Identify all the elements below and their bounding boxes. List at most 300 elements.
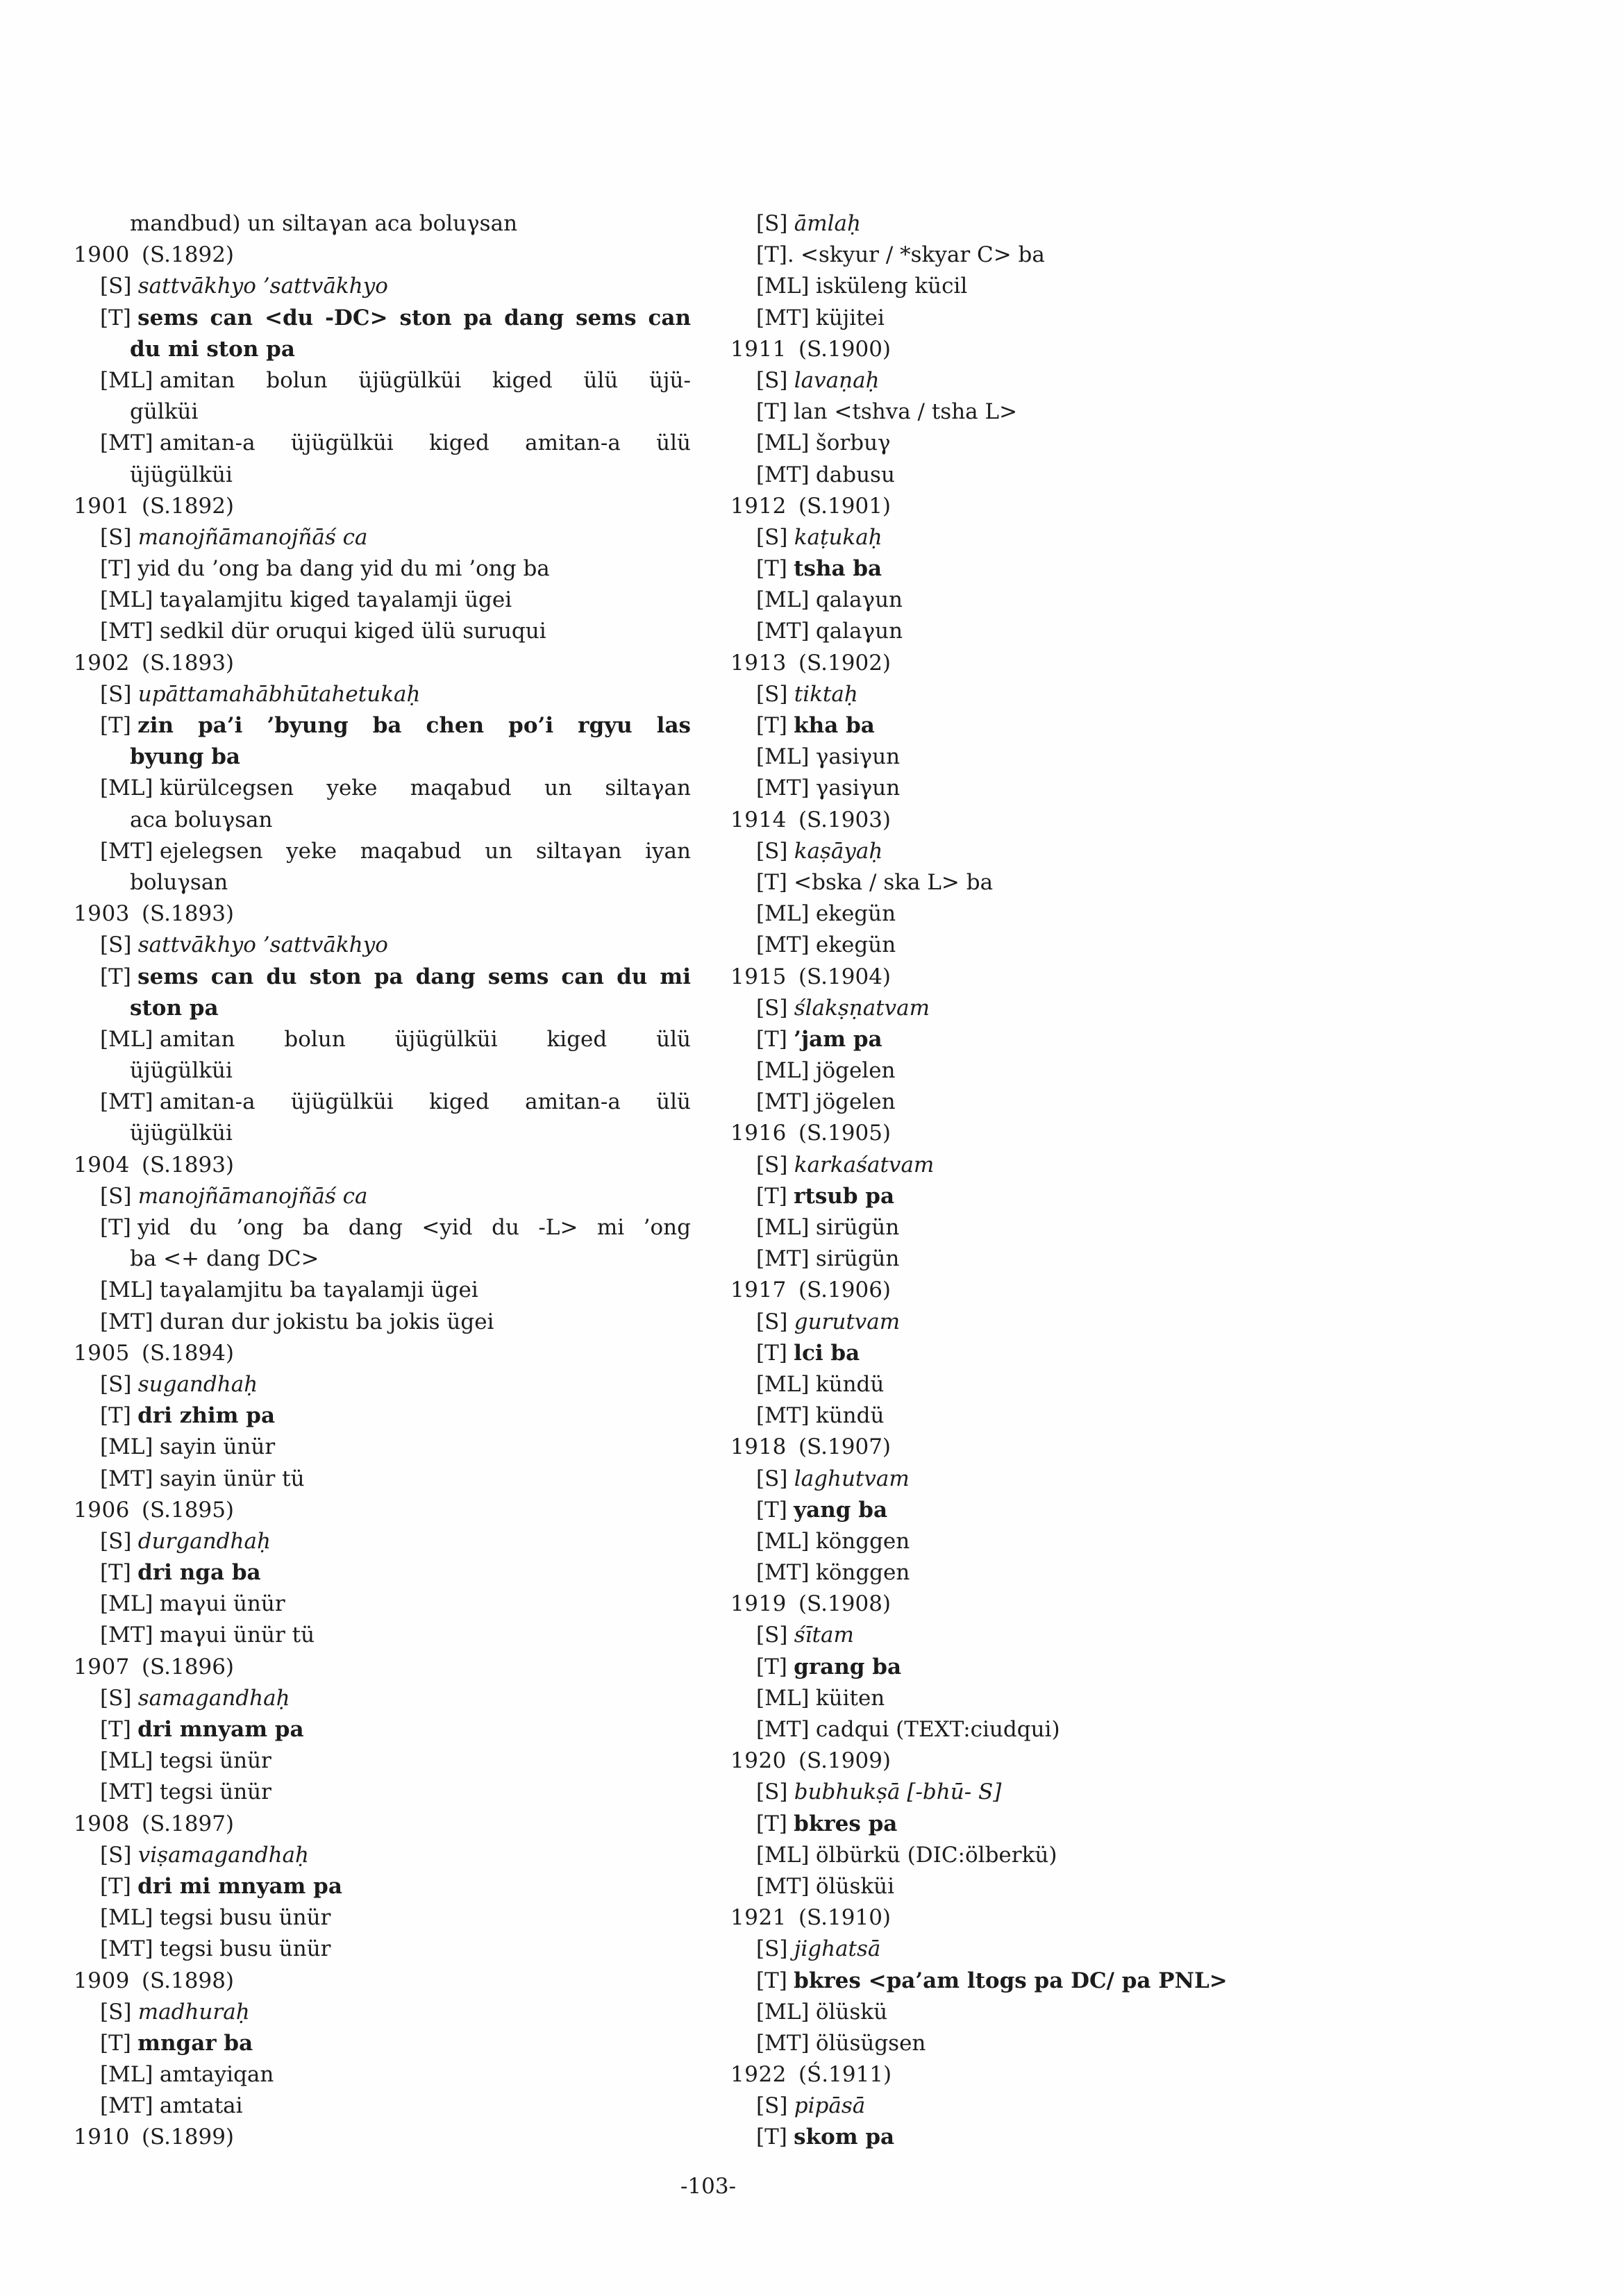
field-line — [730, 993, 1286, 1024]
field-text: sattvākhyo ’sattvākhyo — [137, 274, 388, 299]
field-tag: [ML] — [100, 2062, 153, 2088]
field-text: ölbürkü (DIC:ölberkü) — [815, 1842, 1057, 1868]
field-tag: [S] — [100, 524, 132, 550]
field-line — [730, 1777, 1286, 1808]
field-text: γasiγun — [815, 776, 901, 801]
field-text: γasiγun — [815, 744, 901, 770]
field-text: yid du ’ong ba dang <yid du -L> mi ’ong — [137, 1215, 691, 1240]
entry-number: 1909 — [74, 1968, 130, 1993]
field-text: kürülcegsen yeke maqabud un siltaγan — [159, 776, 691, 801]
field-text: ston pa — [130, 995, 219, 1021]
field-text: dri zhim pa — [137, 1403, 276, 1429]
field-text: küiten — [815, 1685, 885, 1711]
field-text: sattvākhyo ’sattvākhyo — [137, 932, 388, 958]
field-tag: [T] — [756, 1497, 787, 1523]
field-line — [730, 1809, 1286, 1840]
field-tag: [S] — [100, 1999, 132, 2025]
field-tag: [ML] — [756, 430, 810, 456]
field-tag: [MT] — [756, 1873, 810, 1899]
entry-number: 1908 — [74, 1811, 130, 1836]
entry-number: 1905 — [74, 1340, 130, 1366]
field-tag: [S] — [756, 681, 788, 707]
field-line — [74, 1934, 691, 1965]
field-line — [74, 773, 691, 804]
field-tag: [T] — [100, 305, 131, 330]
field-text: kündü — [815, 1403, 885, 1429]
continuation-line — [74, 460, 691, 491]
field-tag: [ML] — [100, 367, 153, 393]
page-number: -103- — [680, 2174, 737, 2199]
field-text: tegsi ünür — [159, 1748, 271, 1774]
entry-source-ref: (S.1896) — [141, 1654, 235, 1679]
field-line — [730, 2028, 1286, 2059]
field-text: amtatai — [159, 2093, 243, 2119]
field-tag: [MT] — [100, 1466, 153, 1491]
field-text: sems can <du -DC> ston pa dang sems can — [137, 305, 691, 330]
field-line — [74, 2059, 691, 2090]
field-tag: [ML] — [756, 744, 810, 770]
entry-number-line — [730, 2059, 1286, 2090]
field-tag: [T] — [100, 1717, 131, 1742]
field-line — [74, 836, 691, 867]
field-tag: [S] — [100, 1685, 132, 1711]
field-tag: [S] — [100, 274, 132, 299]
entry-number-line — [74, 491, 691, 522]
entry-source-ref: (S.1904) — [798, 964, 891, 989]
field-text: šorbuγ — [815, 430, 891, 456]
field-tag: [T] — [756, 399, 787, 425]
field-line — [730, 1495, 1286, 1526]
field-tag: [S] — [756, 1466, 788, 1491]
field-line — [730, 208, 1286, 240]
field-text: lci ba — [794, 1340, 860, 1366]
field-line — [74, 1714, 691, 1745]
field-tag: [S] — [100, 1842, 132, 1868]
field-text: ölüskü — [815, 1999, 888, 2025]
field-line — [730, 1683, 1286, 1714]
field-line — [730, 428, 1286, 459]
entry-source-ref: (S.1910) — [798, 1905, 891, 1931]
entry-source-ref: (S.1893) — [141, 650, 235, 676]
entry-number: 1919 — [730, 1591, 787, 1617]
field-line — [730, 1307, 1286, 1338]
entry-source-ref: (S.1892) — [141, 242, 235, 268]
field-tag: [MT] — [756, 1560, 810, 1586]
field-line — [730, 460, 1286, 491]
entry-number: 1906 — [74, 1497, 130, 1523]
field-line — [730, 679, 1286, 710]
entry-number: 1907 — [74, 1654, 130, 1679]
field-text: yang ba — [794, 1497, 888, 1523]
field-line — [74, 1307, 691, 1338]
field-text: jögelen — [815, 1089, 896, 1115]
field-line — [74, 1181, 691, 1212]
entry-number: 1921 — [730, 1905, 787, 1931]
field-text: upāttamahābhūtahetukaḥ — [137, 681, 421, 707]
field-line — [74, 710, 691, 741]
field-tag: [MT] — [756, 2030, 810, 2056]
field-line — [74, 522, 691, 553]
field-text: tsha ba — [794, 556, 882, 582]
entry-source-ref: (S.1898) — [141, 1968, 235, 1993]
field-tag: [T] — [756, 713, 787, 738]
field-text: dabusu — [815, 462, 895, 487]
field-text: skom pa — [794, 2125, 895, 2150]
field-line — [730, 1400, 1286, 1432]
entry-source-ref: (S.1902) — [798, 650, 891, 676]
entry-number: 1911 — [730, 336, 787, 362]
field-tag: [MT] — [100, 1779, 153, 1805]
field-text: manojñāmanojñāś ca — [137, 524, 368, 550]
field-tag: [S] — [756, 838, 788, 864]
field-text: üjügülküi — [130, 1121, 233, 1146]
field-line — [730, 867, 1286, 898]
field-line — [74, 1557, 691, 1589]
entry-source-ref: (S.1900) — [798, 336, 891, 362]
field-line — [730, 271, 1286, 302]
entry-number: 1910 — [74, 2125, 130, 2150]
field-text: tegsi busu ünür — [159, 1905, 331, 1931]
field-text: mandbud) un siltaγan aca boluγsan — [130, 211, 518, 236]
field-text: kaṭukaḥ — [794, 524, 882, 550]
continuation-line — [74, 1055, 691, 1087]
field-text: taγalamjitu ba taγalamji ügei — [159, 1277, 478, 1303]
field-text: duran dur jokistu ba jokis ügei — [159, 1309, 494, 1334]
field-tag: [S] — [756, 1779, 788, 1805]
entry-number: 1901 — [74, 493, 130, 519]
field-line — [730, 1150, 1286, 1181]
field-text: tiktaḥ — [794, 681, 858, 707]
field-tag: [T] — [756, 2125, 787, 2150]
field-text: könggen — [815, 1528, 910, 1554]
entry-source-ref: (S.1907) — [798, 1434, 891, 1460]
right-column — [730, 208, 1286, 2154]
field-line — [730, 1243, 1286, 1275]
field-line — [74, 1400, 691, 1432]
field-tag: [T] — [100, 1873, 131, 1899]
entry-number: 1904 — [74, 1152, 130, 1178]
field-text: taγalamjitu kiged taγalamji ügei — [159, 587, 512, 613]
entry-source-ref: (S.1906) — [798, 1277, 891, 1303]
field-line — [74, 1902, 691, 1934]
field-text: sugandhaḥ — [137, 1371, 258, 1397]
field-text: amitan bolun üjügülküi kiged ülü — [159, 1026, 691, 1052]
field-line — [74, 962, 691, 993]
field-line — [730, 240, 1286, 271]
field-line — [74, 930, 691, 961]
field-tag: [ML] — [756, 1058, 810, 1084]
field-tag: [T] — [756, 1811, 787, 1836]
entry-source-ref: (S.1893) — [141, 901, 235, 927]
field-line — [730, 1212, 1286, 1243]
field-tag: [MT] — [100, 619, 153, 644]
entry-number: 1914 — [730, 807, 787, 832]
field-text: śītam — [794, 1623, 854, 1648]
field-text: sayin ünür tü — [159, 1466, 305, 1491]
field-tag: [ML] — [756, 901, 810, 927]
field-text: jighatsā — [794, 1936, 881, 1962]
field-tag: [T] — [756, 556, 787, 582]
field-text: laghutvam — [794, 1466, 910, 1491]
entry-number: 1912 — [730, 493, 787, 519]
field-line — [730, 365, 1286, 396]
entry-source-ref: (S.1909) — [798, 1748, 891, 1774]
field-line — [74, 2090, 691, 2122]
field-line — [730, 710, 1286, 741]
field-line — [730, 303, 1286, 334]
field-line — [730, 1338, 1286, 1369]
field-line — [74, 365, 691, 396]
entry-source-ref: (S.1899) — [141, 2125, 235, 2150]
field-line — [730, 741, 1286, 773]
field-text: ejelegsen yeke maqabud un siltaγan iyan — [159, 838, 691, 864]
entry-number: 1900 — [74, 242, 130, 268]
field-tag: [MT] — [100, 1309, 153, 1334]
field-tag: [S] — [756, 1152, 788, 1178]
field-tag: [T]. — [756, 242, 794, 268]
entry-number: 1902 — [74, 650, 130, 676]
field-line — [730, 1871, 1286, 1902]
field-text: isküleng kücil — [815, 274, 968, 299]
continuation-line — [74, 334, 691, 365]
entry-source-ref: (S.1893) — [141, 1152, 235, 1178]
field-line — [74, 428, 691, 459]
entry-number: 1918 — [730, 1434, 787, 1460]
field-line — [74, 2028, 691, 2059]
field-line — [74, 1024, 691, 1055]
entry-source-ref: (Ś.1911) — [798, 2062, 892, 2088]
field-line — [730, 773, 1286, 804]
field-text: dri mnyam pa — [137, 1717, 304, 1742]
field-tag: [T] — [756, 1654, 787, 1679]
field-text: tegsi busu ünür — [159, 1936, 331, 1962]
field-tag: [T] — [100, 2030, 131, 2056]
entry-source-ref: (S.1895) — [141, 1497, 235, 1523]
field-tag: [S] — [756, 367, 788, 393]
continuation-line — [74, 1118, 691, 1149]
field-text: samagandhaḥ — [137, 1685, 290, 1711]
entry-number-line — [730, 1902, 1286, 1934]
field-text: viṣamagandhaḥ — [137, 1842, 309, 1868]
field-text: bkres pa — [794, 1811, 898, 1836]
field-text: dri mi mnyam pa — [137, 1873, 342, 1899]
field-tag: [T] — [100, 556, 131, 582]
field-text: zin pa’i ’byung ba chen po’i rgyu las — [137, 713, 691, 738]
field-text: lavaṇaḥ — [794, 367, 880, 393]
field-text: üjügülküi — [130, 462, 233, 487]
field-tag: [S] — [756, 211, 788, 236]
field-text: durgandhaḥ — [137, 1528, 271, 1554]
field-line — [730, 836, 1286, 867]
field-text: rtsub pa — [794, 1183, 895, 1209]
field-line — [730, 1652, 1286, 1683]
field-line — [730, 522, 1286, 553]
field-tag: [MT] — [756, 1717, 810, 1742]
field-text: bubhukṣā [-bhū- S] — [794, 1779, 1002, 1805]
field-text: dri nga ba — [137, 1560, 261, 1586]
field-text: aca boluγsan — [130, 807, 273, 832]
field-text: ölüsküi — [815, 1873, 895, 1899]
entry-number-line — [74, 1150, 691, 1181]
field-tag: [S] — [756, 1936, 788, 1962]
field-line — [730, 396, 1286, 428]
entry-number: 1922 — [730, 2062, 787, 2088]
field-text: qalaγun — [815, 619, 903, 644]
field-line — [74, 1840, 691, 1871]
entry-number: 1920 — [730, 1748, 787, 1774]
entry-number-line — [730, 648, 1286, 679]
entry-number: 1916 — [730, 1121, 787, 1146]
field-line — [730, 553, 1286, 585]
field-text: ölüsügsen — [815, 2030, 926, 2056]
entry-source-ref: (S.1897) — [141, 1811, 235, 1836]
field-line — [74, 1087, 691, 1118]
field-text: gurutvam — [794, 1309, 901, 1334]
field-line — [730, 1181, 1286, 1212]
entry-source-ref: (S.1908) — [798, 1591, 891, 1617]
field-tag: [ML] — [100, 1434, 153, 1460]
field-tag: [ML] — [756, 587, 810, 613]
field-tag: [MT] — [100, 1936, 153, 1962]
entry-number: 1917 — [730, 1277, 787, 1303]
field-text: kündü — [815, 1371, 885, 1397]
field-text: amitan-a üjügülküi kiged amitan-a ülü — [159, 430, 691, 456]
continuation-line — [74, 741, 691, 773]
continuation-line — [74, 396, 691, 428]
field-tag: [S] — [756, 524, 788, 550]
field-tag: [MT] — [756, 1246, 810, 1272]
continuation-line — [74, 993, 691, 1024]
field-tag: [ML] — [100, 587, 153, 613]
entry-number-line — [730, 1118, 1286, 1149]
field-tag: [S] — [756, 1623, 788, 1648]
entry-source-ref: (S.1901) — [798, 493, 891, 519]
field-tag: [ML] — [756, 1999, 810, 2025]
field-tag: [ML] — [100, 1277, 153, 1303]
field-text: üjügülküi — [130, 1058, 233, 1084]
field-text: ślakṣṇatvam — [794, 995, 930, 1021]
field-tag: [ML] — [100, 1591, 153, 1617]
field-tag: [MT] — [100, 838, 153, 864]
entry-number-line — [74, 240, 691, 271]
field-text: manojñāmanojñāś ca — [137, 1183, 368, 1209]
field-tag: [MT] — [756, 305, 810, 330]
field-text: āmlaḥ — [794, 211, 861, 236]
field-text: madhuraḥ — [137, 1999, 250, 2025]
entry-number-line — [730, 962, 1286, 993]
field-text: pipāsā — [794, 2093, 866, 2119]
field-line — [730, 1714, 1286, 1745]
field-line — [74, 271, 691, 302]
left-column — [74, 208, 691, 2154]
field-text: bkres <pa’am ltogs pa DC/ pa PNL> — [794, 1968, 1228, 1993]
field-text: amitan bolun üjügülküi kiged ülü üjü- — [159, 367, 691, 393]
entry-number-line — [74, 1809, 691, 1840]
field-tag: [S] — [756, 2093, 788, 2119]
field-tag: [ML] — [756, 1371, 810, 1397]
entry-number-line — [74, 2122, 691, 2153]
field-text: mngar ba — [137, 2030, 253, 2056]
field-line — [74, 585, 691, 616]
field-line — [730, 1369, 1286, 1400]
field-tag: [ML] — [100, 1026, 153, 1052]
field-text: boluγsan — [130, 869, 228, 895]
field-line — [74, 1369, 691, 1400]
field-tag: [T] — [100, 1403, 131, 1429]
continuation-line — [74, 867, 691, 898]
field-tag: [ML] — [756, 1842, 810, 1868]
field-tag: [S] — [100, 1528, 132, 1554]
field-tag: [MT] — [100, 1623, 153, 1648]
field-text: sirügün — [815, 1246, 900, 1272]
entry-number-line — [730, 1432, 1286, 1463]
field-tag: [MT] — [756, 619, 810, 644]
field-line — [730, 1526, 1286, 1557]
field-tag: [ML] — [100, 776, 153, 801]
field-line — [730, 1557, 1286, 1589]
field-tag: [MT] — [100, 2093, 153, 2119]
field-text: qalaγun — [815, 587, 903, 613]
field-line — [730, 1966, 1286, 1997]
field-tag: [S] — [756, 995, 788, 1021]
entry-source-ref: (S.1892) — [141, 493, 235, 519]
field-text: amtayiqan — [159, 2062, 274, 2088]
field-line — [730, 1620, 1286, 1651]
field-tag: [S] — [100, 681, 132, 707]
field-tag: [T] — [756, 1968, 787, 1993]
field-tag: [MT] — [756, 462, 810, 487]
entry-number-line — [74, 1495, 691, 1526]
entry-number-line — [730, 1745, 1286, 1777]
field-text: sedkil dür oruqui kiged ülü suruqui — [159, 619, 546, 644]
field-tag: [MT] — [756, 1089, 810, 1115]
field-line — [730, 1087, 1286, 1118]
field-text: maγui ünür — [159, 1591, 285, 1617]
field-tag: [T] — [100, 1560, 131, 1586]
field-line — [74, 303, 691, 334]
field-line — [74, 1432, 691, 1463]
field-line — [730, 1997, 1286, 2028]
field-line — [730, 1934, 1286, 1965]
field-line — [74, 1526, 691, 1557]
field-tag: [ML] — [100, 1748, 153, 1774]
field-tag: [ML] — [756, 1215, 810, 1240]
field-text: ’jam pa — [794, 1026, 882, 1052]
field-text: sayin ünür — [159, 1434, 276, 1460]
field-tag: [T] — [100, 964, 131, 989]
entry-source-ref: (S.1903) — [798, 807, 891, 832]
field-line — [730, 1055, 1286, 1087]
field-line — [730, 930, 1286, 961]
field-text: sirügün — [815, 1215, 900, 1240]
field-text: lan <tshva / tsha L> — [794, 399, 1018, 425]
field-tag: [ML] — [100, 1905, 153, 1931]
field-line — [74, 1464, 691, 1495]
field-line — [730, 585, 1286, 616]
field-tag: [MT] — [756, 776, 810, 801]
field-text: yid du ’ong ba dang yid du mi ’ong ba — [137, 556, 550, 582]
field-text: gülküi — [130, 399, 199, 425]
entry-source-ref: (S.1894) — [141, 1340, 235, 1366]
field-text: ekegün — [815, 932, 896, 958]
continuation-line — [74, 1243, 691, 1275]
field-tag: [MT] — [756, 1403, 810, 1429]
entry-number: 1903 — [74, 901, 130, 927]
field-text: byung ba — [130, 744, 240, 770]
field-line — [730, 2090, 1286, 2122]
continuation-line — [74, 805, 691, 836]
field-tag: [MT] — [756, 932, 810, 958]
